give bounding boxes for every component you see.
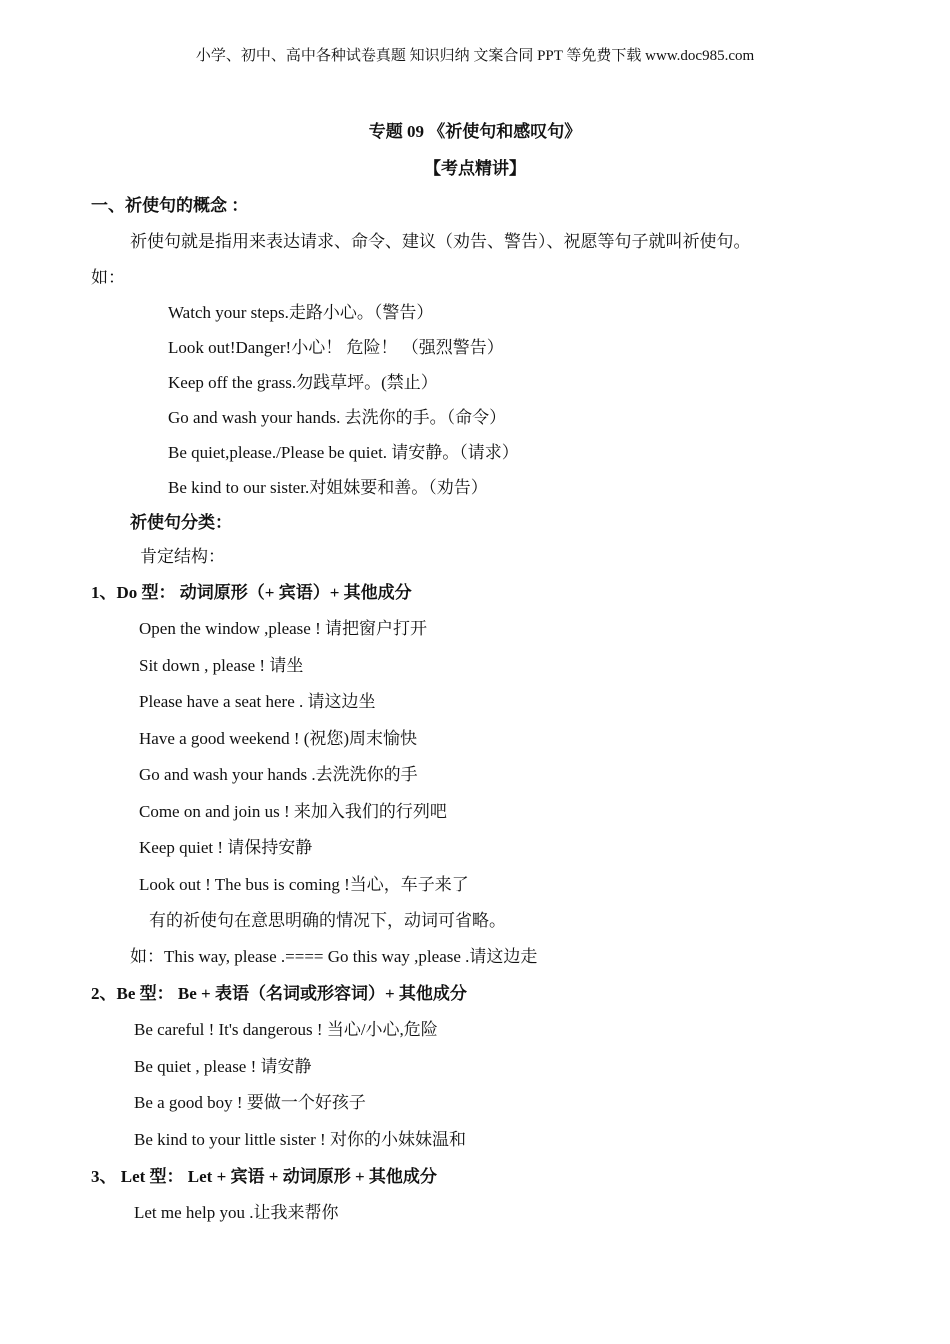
example-line: Watch your steps.走路小心。（警告） [168,303,434,322]
page-title: 专题 09 《祈使句和感叹句》 [368,122,582,141]
do-example: Keep quiet ! 请保持安静 [139,838,313,857]
example-line: Be quiet,please./Please be quiet. 请安静。（请求） [168,443,519,462]
do-example: Have a good weekend ! (祝您)周末愉快 [139,729,418,748]
page-header: 小学、初中、高中各种试卷真题 知识归纳 文案合同 PPT 等免费下载 www.doc985.com [195,48,755,64]
omission-example: 如：This way, please .==== Go this way ,please .请这边走 [130,947,538,966]
be-example: Be careful ! It's dangerous ! 当心/小心,危险 [134,1020,438,1039]
positive-structure-label: 肯定结构： [140,547,225,566]
be-example: Be kind to your little sister ! 对你的小妹妹温和 [134,1130,466,1149]
do-example: Look out ! The bus is coming !当心，车子来了 [139,875,469,894]
definition-text: 祈使句就是指用来表达请求、命令、建议（劝告、警告）、祝愿等句子就叫祈使句。 [130,232,751,251]
do-example: Come on and join us ! 来加入我们的行列吧 [139,802,447,821]
let-example: Let me help you .让我来帮你 [134,1203,339,1222]
example-line: Look out!Danger!小心！ 危险！ （强烈警告） [168,338,504,357]
example-line: Keep off the grass.勿践草坪。(禁止） [168,373,438,392]
do-example: Sit down , please ! 请坐 [139,656,304,675]
be-example: Be a good boy ! 要做一个好孩子 [134,1093,366,1112]
let-type-heading: 3、 Let 型： Let + 宾语 + 动词原形 + 其他成分 [91,1167,437,1186]
be-example: Be quiet , please ! 请安静 [134,1057,312,1076]
do-example: Go and wash your hands .去洗洗你的手 [139,765,418,784]
do-example: Please have a seat here . 请这边坐 [139,692,376,711]
do-example: Open the window ,please ! 请把窗户打开 [139,619,428,638]
example-intro: 如： [91,268,125,287]
omission-note: 有的祈使句在意思明确的情况下，动词可省略。 [149,911,506,930]
classification-heading: 祈使句分类： [130,513,232,532]
be-type-heading: 2、Be 型： Be + 表语（名词或形容词）+ 其他成分 [91,984,467,1003]
example-line: Go and wash your hands. 去洗你的手。（命令） [168,408,507,427]
section1-heading: 一、祈使句的概念 ： [91,196,249,215]
example-line: Be kind to our sister.对姐妹要和善。（劝告） [168,478,488,497]
page-subtitle: 【考点精讲】 [424,159,526,178]
do-type-heading: 1、Do 型： 动词原形（+ 宾语）+ 其他成分 [91,583,412,602]
